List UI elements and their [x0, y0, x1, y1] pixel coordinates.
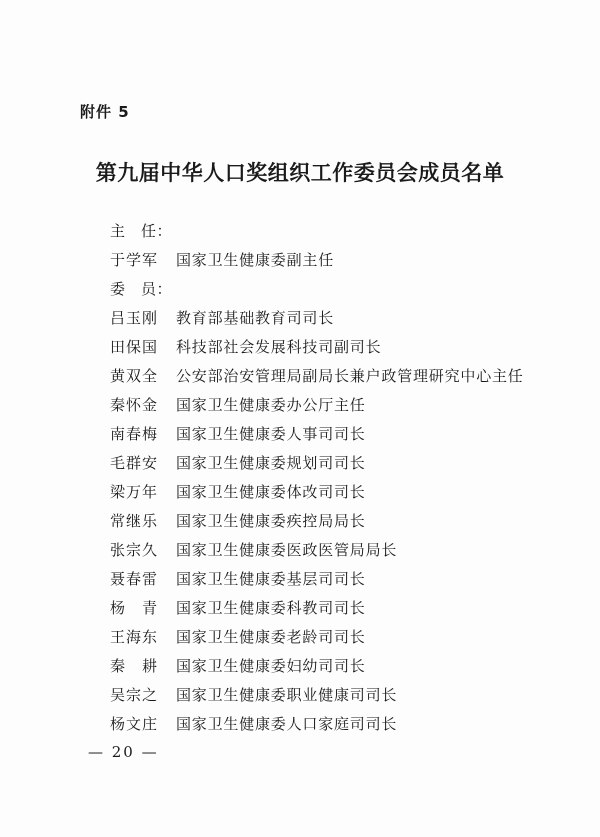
member-name: 吴宗之 — [110, 686, 159, 704]
member-row — [110, 477, 530, 506]
member-row — [110, 622, 530, 651]
member-name: 梁万年 — [110, 483, 159, 501]
member-position: 国家卫生健康委妇幼司司长 — [176, 657, 366, 675]
members-heading-row — [110, 274, 530, 303]
member-position: 国家卫生健康委职业健康司司长 — [176, 686, 398, 704]
members-heading: 委 员： — [110, 280, 173, 298]
member-name: 王海东 — [110, 628, 159, 646]
director-name: 于学军 — [110, 251, 159, 269]
member-row — [110, 303, 530, 332]
member-name: 秦怀金 — [110, 396, 159, 414]
member-row — [110, 709, 530, 738]
member-position: 国家卫生健康委人口家庭司司长 — [176, 715, 398, 733]
member-name: 黄双全 — [110, 367, 159, 385]
member-name: 吕玉刚 — [110, 309, 159, 327]
member-name: 杨 青 — [110, 599, 159, 617]
member-row — [110, 332, 530, 361]
director-position: 国家卫生健康委副主任 — [176, 251, 335, 269]
director-heading: 主 任： — [110, 222, 173, 240]
member-row — [110, 593, 530, 622]
member-list — [110, 245, 530, 303]
member-name: 秦 耕 — [110, 657, 159, 675]
member-row — [110, 390, 530, 419]
member-position: 公安部治安管理局副局长兼户政管理研究中心主任 — [176, 367, 524, 385]
member-row — [110, 535, 530, 564]
member-name: 常继乐 — [110, 512, 159, 530]
member-name: 毛群安 — [110, 454, 159, 472]
member-position: 教育部基础教育司司长 — [176, 309, 335, 327]
member-position: 国家卫生健康委疾控局局长 — [176, 512, 366, 530]
member-row — [110, 651, 530, 680]
member-name: 南春梅 — [110, 425, 159, 443]
member-position: 国家卫生健康委体改司司长 — [176, 483, 366, 501]
member-row — [110, 564, 530, 593]
member-position: 国家卫生健康委科教司司长 — [176, 599, 366, 617]
member-position: 国家卫生健康委办公厅主任 — [176, 396, 366, 414]
member-row — [110, 680, 530, 709]
member-name: 聂春雷 — [110, 570, 159, 588]
director-row — [110, 245, 530, 274]
member-row — [110, 361, 530, 390]
member-name: 杨文庄 — [110, 715, 159, 733]
member-position: 国家卫生健康委医政医管局局长 — [176, 541, 398, 559]
member-position: 国家卫生健康委老龄司司长 — [176, 628, 366, 646]
member-position: 国家卫生健康委人事司司长 — [176, 425, 366, 443]
member-position: 国家卫生健康委基层司司长 — [176, 570, 366, 588]
page-number: — 20 — — [88, 743, 159, 761]
attachment-label: 附件 5 — [80, 103, 130, 121]
member-row — [110, 448, 530, 477]
member-row — [110, 419, 530, 448]
member-position: 科技部社会发展科技司副司长 — [176, 338, 382, 356]
member-row — [110, 506, 530, 535]
members-list — [110, 303, 530, 738]
member-name: 张宗久 — [110, 541, 159, 559]
member-name: 田保国 — [110, 338, 159, 356]
page-title: 第九届中华人口奖组织工作委员会成员名单 — [95, 161, 505, 185]
member-position: 国家卫生健康委规划司司长 — [176, 454, 366, 472]
